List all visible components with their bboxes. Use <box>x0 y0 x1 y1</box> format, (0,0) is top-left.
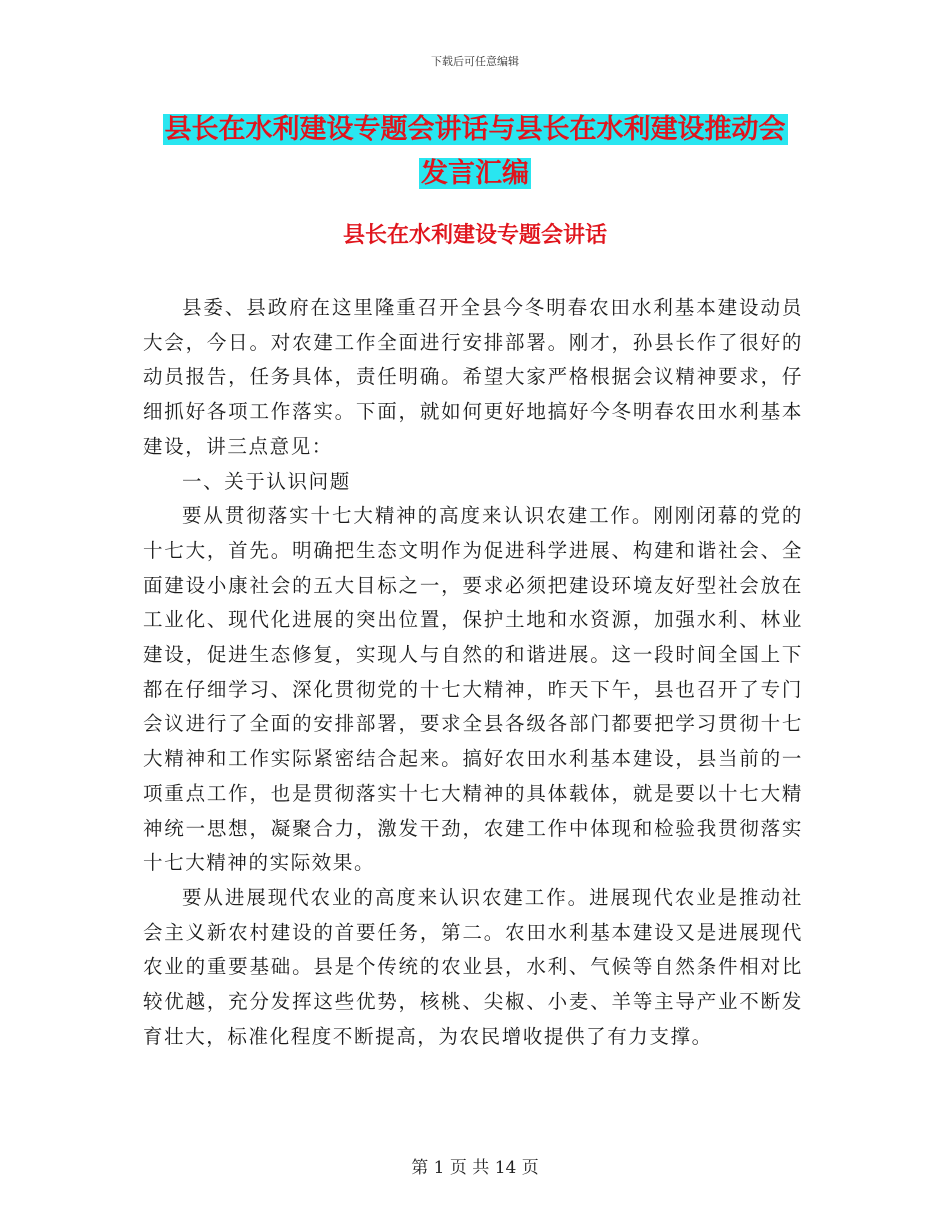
header-note: 下载后可任意编辑 <box>431 55 519 68</box>
paragraph-heading-1: 一、关于认识问题 <box>182 469 351 493</box>
section-title: 县长在水利建设专题会讲话 <box>342 223 607 248</box>
page-footer: 第 1 页 共 14 页 <box>411 1158 539 1178</box>
document-title-text-1: 县长在水利建设专题会讲话与县长在水利建设推动会 <box>164 114 786 145</box>
document-title-line-2 <box>0 154 950 194</box>
paragraph-2: 要从进展现代农业的高度来认识农建工作。进展现代农业是推动社会主义新农村建设的首要任务，第二。农田水利基本建设又是进展现代农业的重要基础。县是个传统的农业县，水利、气候等自然条件相对比较优越，充分发挥这些优势，核桃、尖椒、小麦、羊等主导产业不断发育壮大，标准化程度不断提高，为农民增收提供了有力支撑。 <box>143 885 803 1048</box>
document-title-text-2: 发言汇编 <box>421 158 529 189</box>
document-title-line-1 <box>0 110 950 150</box>
paragraph-intro: 县委、县政府在这里隆重召开全县今冬明春农田水利基本建设动员大会，今日。对农建工作全面进行安排部署。刚才，孙县长作了很好的动员报告，任务具体，责任明确。希望大家严格根据会议精神要求，仔细抓好各项工作落实。下面，就如何更好地搞好今冬明春农田水利基本建设，讲三点意见： <box>143 296 803 458</box>
paragraph-1: 要从贯彻落实十七大精神的高度来认识农建工作。刚刚闭幕的党的十七大，首先。明确把生态文明作为促进科学进展、构建和谐社会、全面建设小康社会的五大目标之一，要求必须把建设环境友好型社会放在工业化、现代化进展的突出位置，保护土地和水资源，加强水利、林业建设，促进生态修复，实现人与自然的和谐进展。这一段时间全国上下都在仔细学习、深化贯彻党的十七大精神，昨天下午，县也召开了专门会议进行了全面的安排部署，要求全县各级各部门都要把学习贯彻十七大精神和工作实际紧密结合起来。搞好农田水利基本建设，县当前的一项重点工作，也是贯彻落实十七大精神的具体载体，就是要以十七大精神统一思想，凝聚合力，激发干劲，农建工作中体现和检验我贯彻落实十七大精神的实际效果。 <box>143 504 803 875</box>
document-body <box>143 291 803 1054</box>
